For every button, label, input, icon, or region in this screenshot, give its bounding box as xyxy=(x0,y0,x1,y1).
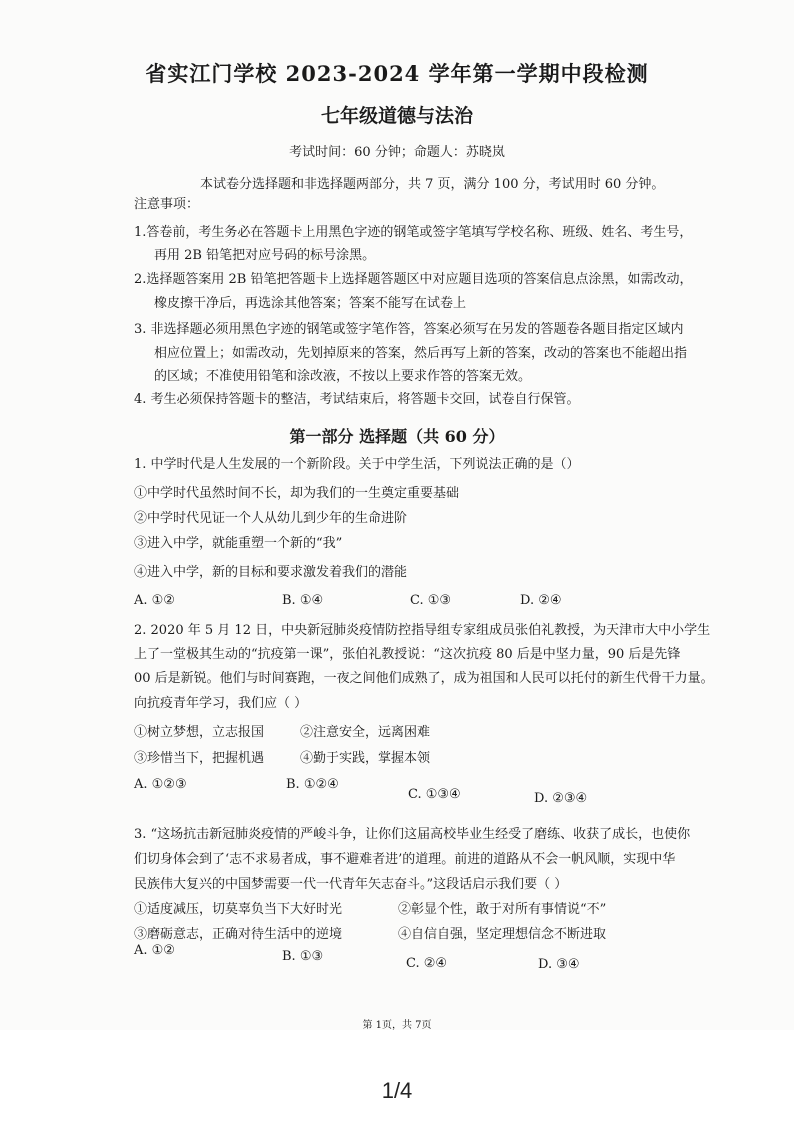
question-1-item: ④进入中学，新的目标和要求激发着我们的潜能 xyxy=(134,565,408,580)
question-3-line: 3. “这场抗击新冠肺炎疫情的严峻斗争，让你们这届高校毕业生经受了磨练、收获了成长，也使你 xyxy=(134,827,691,842)
section-title: 第一部分 选择题（共 60 分） xyxy=(289,427,505,446)
question-1-option-a: A. ①② xyxy=(134,593,175,608)
question-2-line: 向抗疫青年学习，我们应（ ） xyxy=(134,696,308,711)
question-2-option-d: D. ②③④ xyxy=(534,791,588,806)
question-2-item: ②注意安全，远离困难 xyxy=(300,725,431,740)
question-3-option-a: A. ①② xyxy=(134,943,175,958)
note-line: 1.答卷前，考生务必在答题卡上用黑色字迹的钢笔或签字笔填写学校名称、班级、姓名、考生号， xyxy=(134,225,693,240)
question-3-item: ④自信自强，坚定理想信念不断进取 xyxy=(398,927,607,942)
note-line: 2.选择题答案用 2B 铅笔把答题卡上选择题答题区中对应题目选项的答案信息点涂黑，如需改动， xyxy=(134,272,693,287)
note-line: 3. 非选择题必须用黑色字迹的钢笔或签字笔作答，答案必须写在另发的答题卷各题目指定区域内 xyxy=(134,322,684,337)
question-2-option-c: C. ①③④ xyxy=(408,787,461,802)
exam-title: 省实江门学校 2023-2024 学年第一学期中段检测 xyxy=(145,61,649,86)
question-1-item: ②中学时代见证一个人从幼儿到少年的生命进阶 xyxy=(134,511,408,526)
question-2-line: 00 后是新锐。他们与时间赛跑，一夜之间他们成熟了，成为祖国和人民可以托付的新生代骨干力量。 xyxy=(134,671,714,686)
question-2-line: 2. 2020 年 5 月 12 日，中央新冠肺炎疫情防控指导组专家组成员张伯礼教授，为天津市大中小学生 xyxy=(134,623,711,638)
question-1-option-d: D. ②④ xyxy=(520,593,562,608)
question-3-line: 们切身体会到了‘志不求易者成，事不避难者进’的道理。前进的道路从不会一帆风顺，实现中华 xyxy=(134,852,676,867)
question-1-item: ①中学时代虽然时间不长，却为我们的一生奠定重要基础 xyxy=(134,486,460,501)
page-footer: 第 1页，共 7页 xyxy=(362,1020,432,1031)
note-line: 4. 考生必须保持答题卡的整洁，考试结束后，将答题卡交回，试卷自行保管。 xyxy=(134,392,580,407)
question-3-option-b: B. ①③ xyxy=(282,949,324,964)
question-3-option-c: C. ②④ xyxy=(406,956,448,971)
question-3-item: ③磨砺意志，正确对待生活中的逆境 xyxy=(134,927,343,942)
question-2-line: 上了一堂极其生动的“抗疫第一课”，张伯礼教授说：“这次抗疫 80 后是中坚力量，90 后是先锋 xyxy=(134,647,681,662)
note-line: 的区域；不准使用铅笔和涂改液，不按以上要求作答的答案无效。 xyxy=(154,369,532,384)
exam-description: 本试卷分选择题和非选择题两部分，共 7 页，满分 100 分，考试用时 60 分钟。 xyxy=(200,177,665,192)
question-1-option-c: C. ①③ xyxy=(410,593,452,608)
question-1-item: ③进入中学，就能重塑一个新的“我” xyxy=(134,536,343,551)
question-2-item: ③珍惜当下，把握机遇 xyxy=(134,751,265,766)
exam-info: 考试时间：60 分钟；命题人：苏晓岚 xyxy=(289,145,505,160)
question-1-stem: 1. 中学时代是人生发展的一个新阶段。关于中学生活，下列说法正确的是（） xyxy=(134,457,580,472)
question-2-item: ①树立梦想，立志报国 xyxy=(134,725,265,740)
page-indicator: 1/4 xyxy=(381,1078,413,1103)
question-2-option-b: B. ①②④ xyxy=(286,777,339,792)
note-line: 再用 2B 铅笔把对应号码的标号涂黑。 xyxy=(154,248,376,263)
exam-subject: 七年级道德与法治 xyxy=(320,105,473,127)
question-3-item: ①适度减压，切莫辜负当下大好时光 xyxy=(134,902,343,917)
note-line: 橡皮擦干净后，再选涂其他答案；答案不能写在试卷上 xyxy=(154,296,467,311)
question-2-item: ④勤于实践，掌握本领 xyxy=(300,751,431,766)
notes-heading: 注意事项： xyxy=(134,197,200,212)
question-2-option-a: A. ①②③ xyxy=(134,777,187,792)
question-3-item: ②彰显个性，敢于对所有事情说“不” xyxy=(398,902,607,917)
question-1-option-b: B. ①④ xyxy=(282,593,324,608)
question-3-option-d: D. ③④ xyxy=(538,957,580,972)
question-3-line: 民族伟大复兴的中国梦需要一代一代青年矢志奋斗。”这段话启示我们要（ ） xyxy=(134,877,568,892)
note-line: 相应位置上；如需改动，先划掉原来的答案，然后再写上新的答案，改动的答案也不能超出指 xyxy=(154,346,688,361)
